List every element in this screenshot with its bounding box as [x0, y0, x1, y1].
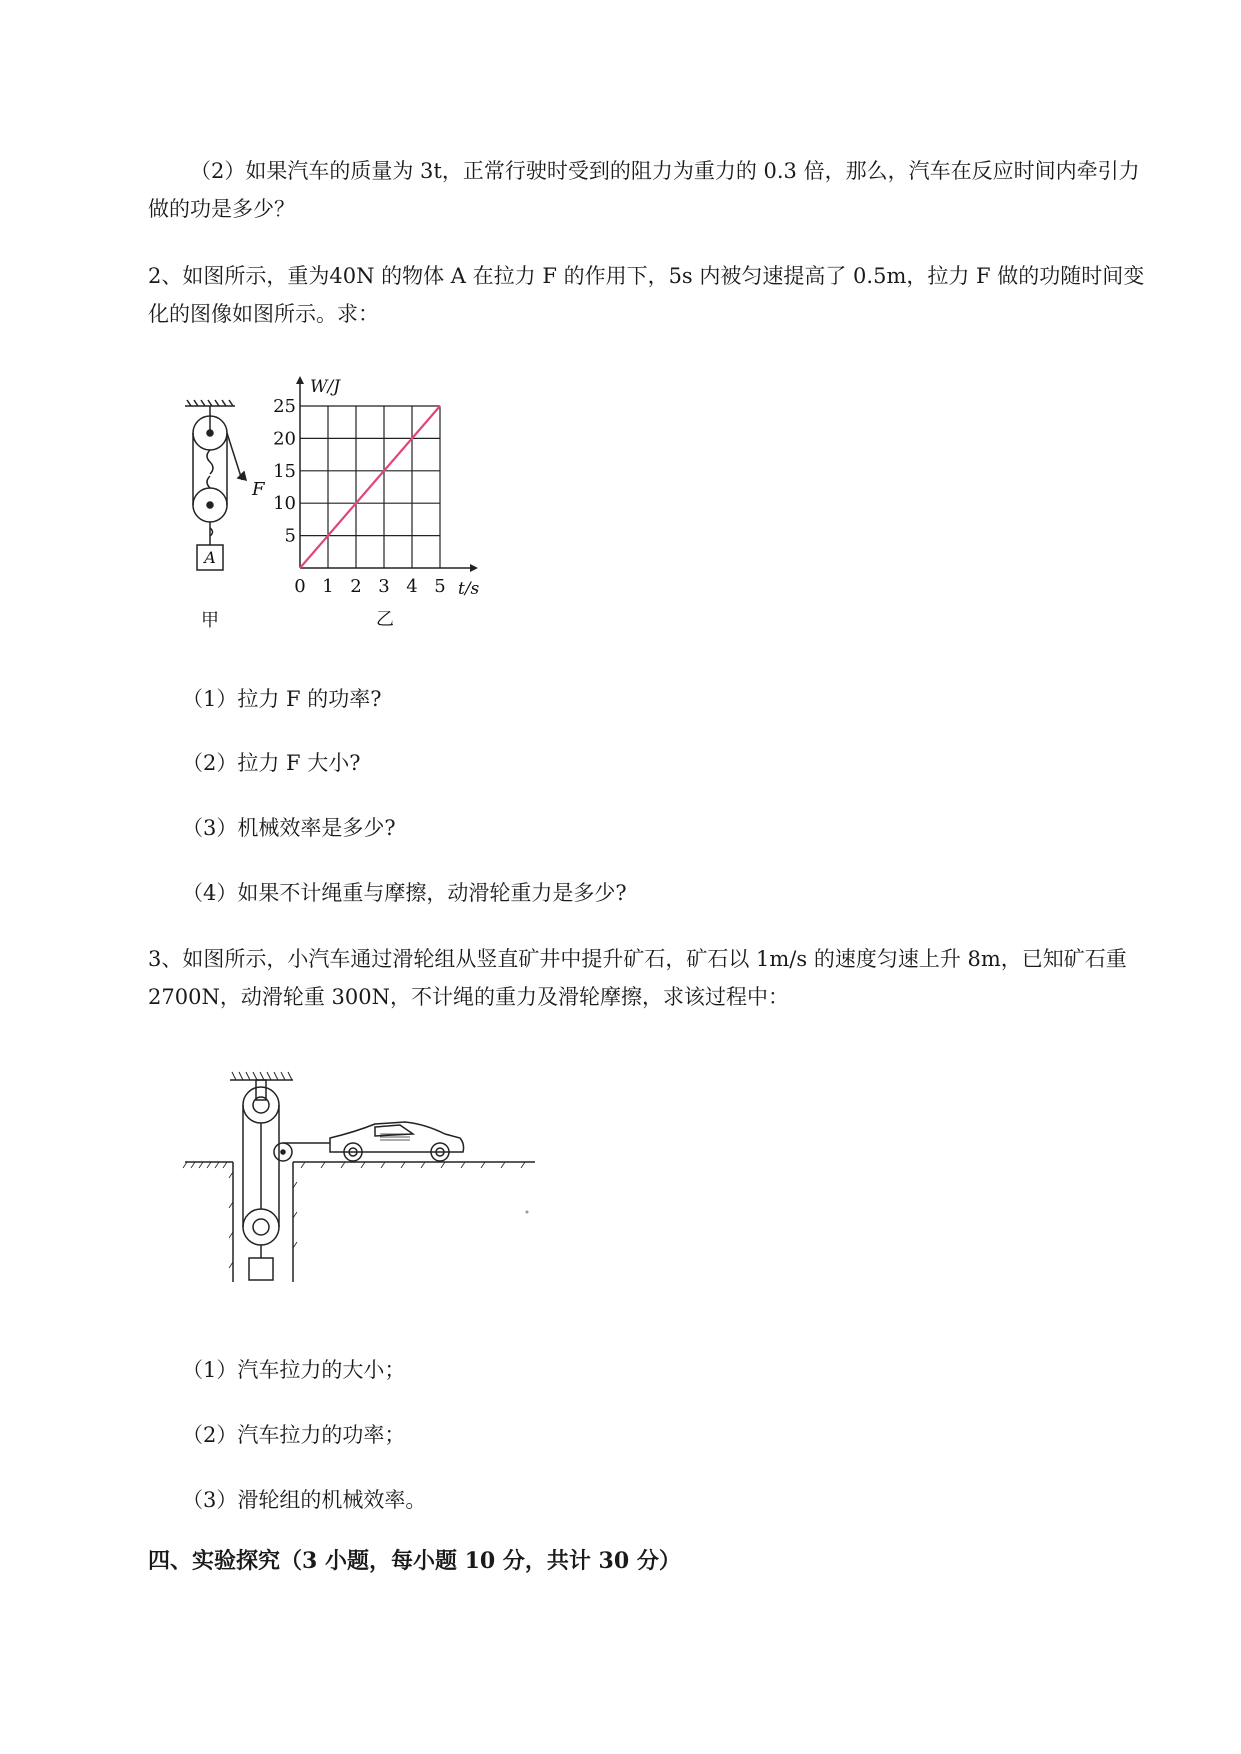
x-tick-label: 3: [378, 576, 390, 597]
x-axis-arrow: [470, 564, 478, 572]
pulley-figure-jia: [180, 400, 265, 640]
y-axis-arrow: [296, 376, 304, 384]
figure-caption-yi: 乙: [376, 609, 394, 630]
y-axis-label: W/J: [310, 377, 341, 397]
x-tick-label: 0: [294, 576, 306, 597]
figure-caption-jia: 甲: [201, 610, 219, 631]
section-four-heading: 四、实验探究（3 小题，每小题 10 分，共计 30 分）: [148, 1548, 681, 1574]
x-tick-label: 5: [434, 576, 446, 597]
x-tick-label: 1: [322, 576, 334, 597]
q1-part2-text: （2）如果汽车的质量为 3t，正常行驶时受到的阻力为重力的 0.3 倍，那么，汽车在反应时间内牵引力做的功是多少？: [148, 159, 1140, 221]
y-tick-label: 10: [273, 493, 296, 515]
q3-question-text: 3、如图所示，小汽车通过滑轮组从竖直矿井中提升矿石，矿石以 1m/s 的速度匀速上升 8m，已知矿石重 2700N，动滑轮重 300N，不计绳的重力及滑轮摩擦，求该过程中：: [148, 947, 1127, 1009]
q2-part4: （4）如果不计绳重与摩擦，动滑轮重力是多少?: [182, 881, 627, 905]
q3-part3: （3）滑轮组的机械效率。: [182, 1488, 427, 1512]
x-tick-label: 2: [350, 576, 362, 597]
q3-part1: （1）汽车拉力的大小；: [182, 1358, 406, 1382]
q2-part3: （3）机械效率是多少?: [182, 816, 396, 840]
x-axis-label: t/s: [458, 579, 480, 599]
work-time-chart: [265, 375, 515, 640]
y-tick-label: 5: [284, 525, 296, 547]
mine-shaft-figure: [185, 1072, 545, 1292]
q2-part1: （1）拉力 F 的功率?: [182, 687, 382, 711]
y-tick-label: 25: [273, 396, 296, 417]
y-tick-label: 20: [273, 428, 296, 450]
x-tick-label: 4: [406, 576, 418, 597]
q2-question-text: 2、如图所示，重为40N 的物体 A 在拉力 F 的作用下，5s 内被匀速提高了 0.5m，拉力 F 做的功随时间变化的图像如图所示。求：: [148, 264, 1145, 326]
force-label: F: [252, 479, 265, 500]
block-label: A: [204, 548, 216, 567]
y-tick-label: 15: [273, 460, 296, 482]
q3-part2: （2）汽车拉力的功率；: [182, 1423, 406, 1447]
series-line: [300, 406, 440, 568]
q2-part2: （2）拉力 F 大小?: [182, 751, 361, 775]
